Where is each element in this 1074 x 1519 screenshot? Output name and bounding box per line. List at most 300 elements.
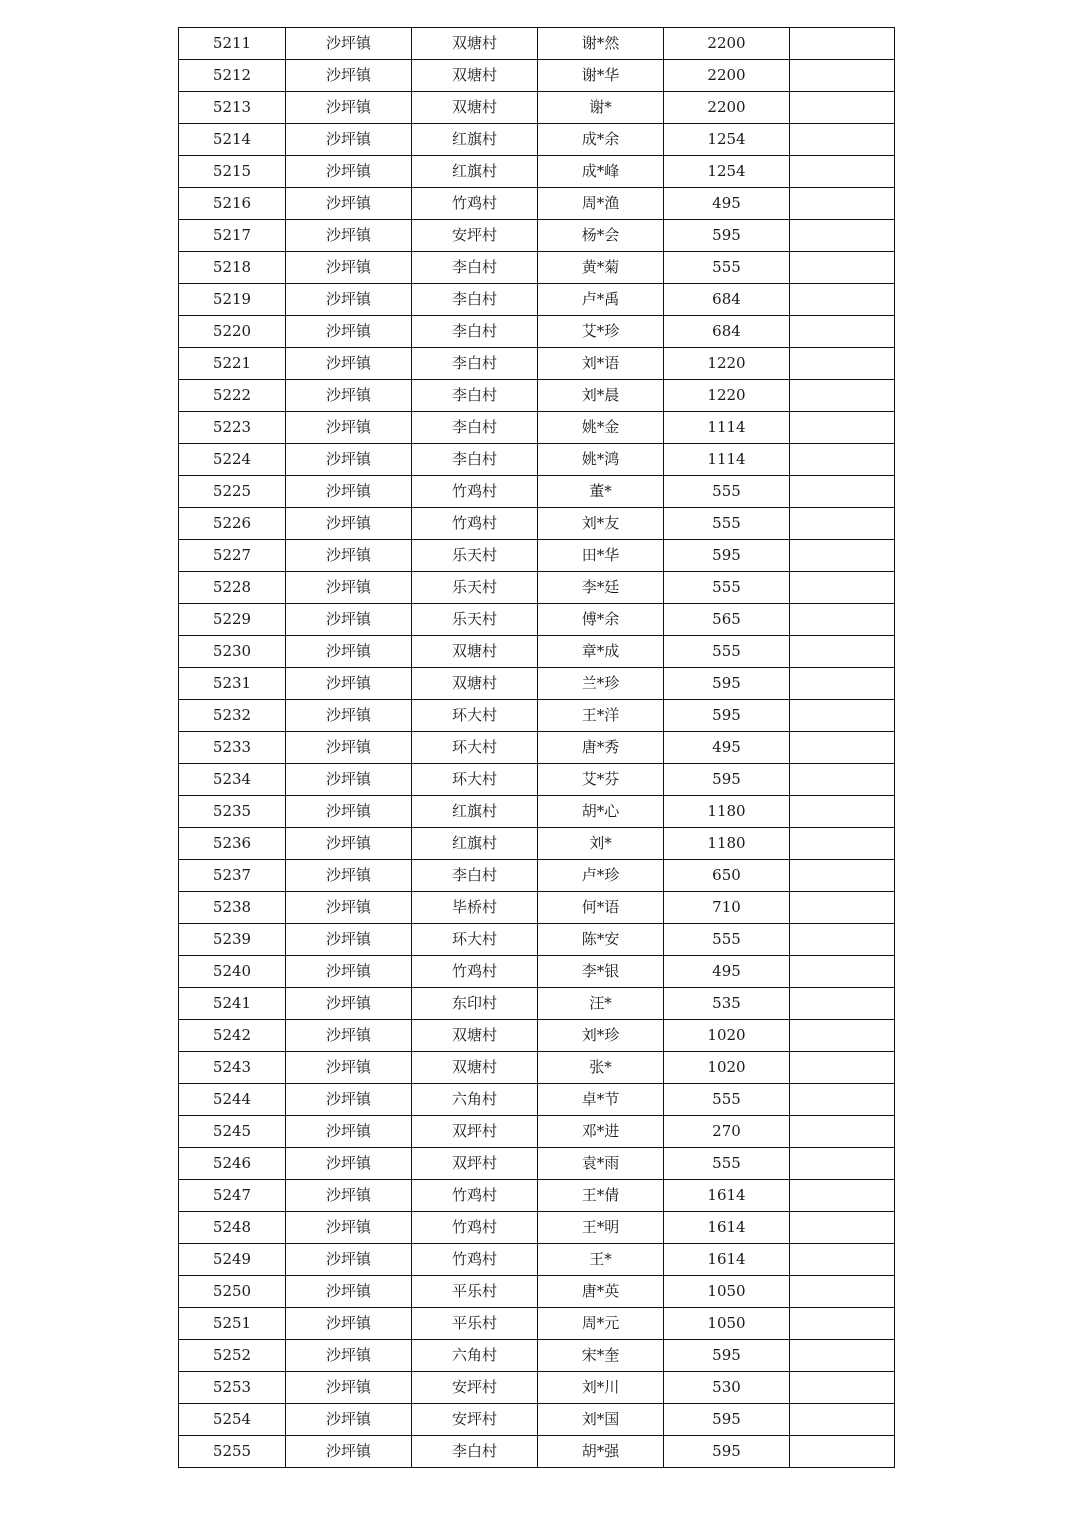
cell-town: 沙坪镇 <box>286 124 412 156</box>
cell-village: 李白村 <box>412 348 538 380</box>
cell-person-name: 唐*英 <box>538 1276 664 1308</box>
cell-note <box>790 1084 895 1116</box>
cell-person-name: 刘*国 <box>538 1404 664 1436</box>
cell-village: 李白村 <box>412 444 538 476</box>
cell-serial-number: 5235 <box>179 796 286 828</box>
table-row <box>179 60 895 92</box>
table-row <box>179 668 895 700</box>
cell-serial-number: 5228 <box>179 572 286 604</box>
cell-serial-number: 5223 <box>179 412 286 444</box>
cell-village: 平乐村 <box>412 1308 538 1340</box>
cell-person-name: 李*银 <box>538 956 664 988</box>
cell-serial-number: 5255 <box>179 1436 286 1468</box>
table-row <box>179 92 895 124</box>
cell-town: 沙坪镇 <box>286 604 412 636</box>
cell-village: 平乐村 <box>412 1276 538 1308</box>
cell-town: 沙坪镇 <box>286 316 412 348</box>
cell-person-name: 艾*芬 <box>538 764 664 796</box>
cell-note <box>790 380 895 412</box>
cell-person-name: 陈*安 <box>538 924 664 956</box>
cell-person-name: 董* <box>538 476 664 508</box>
cell-person-name: 卢*禹 <box>538 284 664 316</box>
cell-note <box>790 892 895 924</box>
table-row <box>179 252 895 284</box>
cell-serial-number: 5247 <box>179 1180 286 1212</box>
cell-note <box>790 1244 895 1276</box>
cell-amount: 495 <box>664 188 790 220</box>
cell-person-name: 周*元 <box>538 1308 664 1340</box>
cell-note <box>790 700 895 732</box>
cell-village: 安坪村 <box>412 220 538 252</box>
cell-serial-number: 5248 <box>179 1212 286 1244</box>
cell-person-name: 章*成 <box>538 636 664 668</box>
cell-town: 沙坪镇 <box>286 1020 412 1052</box>
cell-town: 沙坪镇 <box>286 764 412 796</box>
table-row <box>179 412 895 444</box>
cell-serial-number: 5217 <box>179 220 286 252</box>
cell-note <box>790 284 895 316</box>
cell-amount: 555 <box>664 1148 790 1180</box>
cell-town: 沙坪镇 <box>286 188 412 220</box>
cell-village: 双塘村 <box>412 92 538 124</box>
cell-person-name: 汪* <box>538 988 664 1020</box>
cell-village: 安坪村 <box>412 1372 538 1404</box>
cell-person-name: 姚*鸿 <box>538 444 664 476</box>
cell-serial-number: 5241 <box>179 988 286 1020</box>
table-row <box>179 28 895 60</box>
cell-serial-number: 5238 <box>179 892 286 924</box>
cell-amount: 270 <box>664 1116 790 1148</box>
cell-serial-number: 5237 <box>179 860 286 892</box>
cell-amount: 1614 <box>664 1212 790 1244</box>
cell-amount: 1114 <box>664 412 790 444</box>
cell-serial-number: 5220 <box>179 316 286 348</box>
table-body <box>179 28 895 1468</box>
cell-person-name: 姚*金 <box>538 412 664 444</box>
cell-town: 沙坪镇 <box>286 1052 412 1084</box>
cell-amount: 555 <box>664 1084 790 1116</box>
cell-serial-number: 5246 <box>179 1148 286 1180</box>
cell-person-name: 刘*友 <box>538 508 664 540</box>
table-row <box>179 156 895 188</box>
cell-village: 双塘村 <box>412 1052 538 1084</box>
cell-note <box>790 732 895 764</box>
cell-person-name: 刘*语 <box>538 348 664 380</box>
cell-amount: 684 <box>664 316 790 348</box>
cell-amount: 1220 <box>664 348 790 380</box>
cell-note <box>790 860 895 892</box>
cell-amount: 555 <box>664 636 790 668</box>
table-row <box>179 220 895 252</box>
cell-person-name: 邓*进 <box>538 1116 664 1148</box>
table-row <box>179 476 895 508</box>
cell-town: 沙坪镇 <box>286 988 412 1020</box>
cell-village: 东印村 <box>412 988 538 1020</box>
cell-note <box>790 956 895 988</box>
cell-town: 沙坪镇 <box>286 956 412 988</box>
cell-amount: 1180 <box>664 828 790 860</box>
table-row <box>179 572 895 604</box>
cell-town: 沙坪镇 <box>286 1116 412 1148</box>
cell-note <box>790 156 895 188</box>
cell-village: 李白村 <box>412 412 538 444</box>
cell-note <box>790 988 895 1020</box>
cell-person-name: 成*峰 <box>538 156 664 188</box>
table-row <box>179 348 895 380</box>
cell-serial-number: 5212 <box>179 60 286 92</box>
cell-town: 沙坪镇 <box>286 444 412 476</box>
table-row <box>179 1052 895 1084</box>
table-row <box>179 732 895 764</box>
cell-amount: 595 <box>664 1340 790 1372</box>
cell-amount: 495 <box>664 956 790 988</box>
cell-village: 六角村 <box>412 1340 538 1372</box>
cell-person-name: 兰*珍 <box>538 668 664 700</box>
cell-village: 双塘村 <box>412 636 538 668</box>
cell-serial-number: 5225 <box>179 476 286 508</box>
table-row <box>179 988 895 1020</box>
cell-note <box>790 412 895 444</box>
cell-serial-number: 5219 <box>179 284 286 316</box>
cell-village: 环大村 <box>412 924 538 956</box>
cell-town: 沙坪镇 <box>286 732 412 764</box>
cell-amount: 1254 <box>664 156 790 188</box>
cell-village: 李白村 <box>412 1436 538 1468</box>
cell-town: 沙坪镇 <box>286 92 412 124</box>
cell-town: 沙坪镇 <box>286 1084 412 1116</box>
cell-amount: 710 <box>664 892 790 924</box>
cell-person-name: 谢* <box>538 92 664 124</box>
cell-serial-number: 5242 <box>179 1020 286 1052</box>
cell-person-name: 何*语 <box>538 892 664 924</box>
cell-village: 毕桥村 <box>412 892 538 924</box>
cell-town: 沙坪镇 <box>286 252 412 284</box>
cell-village: 李白村 <box>412 252 538 284</box>
cell-note <box>790 1148 895 1180</box>
cell-village: 双塘村 <box>412 28 538 60</box>
cell-note <box>790 1180 895 1212</box>
cell-serial-number: 5224 <box>179 444 286 476</box>
cell-town: 沙坪镇 <box>286 1244 412 1276</box>
cell-note <box>790 188 895 220</box>
cell-note <box>790 668 895 700</box>
cell-amount: 1114 <box>664 444 790 476</box>
table-row <box>179 636 895 668</box>
cell-town: 沙坪镇 <box>286 540 412 572</box>
cell-town: 沙坪镇 <box>286 412 412 444</box>
cell-village: 双坪村 <box>412 1148 538 1180</box>
cell-serial-number: 5226 <box>179 508 286 540</box>
cell-amount: 595 <box>664 220 790 252</box>
table-row <box>179 188 895 220</box>
cell-note <box>790 636 895 668</box>
table-row <box>179 1212 895 1244</box>
cell-person-name: 刘*川 <box>538 1372 664 1404</box>
table-row <box>179 796 895 828</box>
cell-amount: 2200 <box>664 92 790 124</box>
cell-amount: 595 <box>664 700 790 732</box>
cell-village: 双塘村 <box>412 1020 538 1052</box>
cell-person-name: 袁*雨 <box>538 1148 664 1180</box>
table-row <box>179 380 895 412</box>
table-row <box>179 1404 895 1436</box>
cell-serial-number: 5239 <box>179 924 286 956</box>
cell-serial-number: 5211 <box>179 28 286 60</box>
cell-village: 竹鸡村 <box>412 1244 538 1276</box>
cell-person-name: 张* <box>538 1052 664 1084</box>
cell-amount: 595 <box>664 1404 790 1436</box>
cell-serial-number: 5218 <box>179 252 286 284</box>
cell-serial-number: 5216 <box>179 188 286 220</box>
cell-village: 李白村 <box>412 860 538 892</box>
cell-village: 竹鸡村 <box>412 476 538 508</box>
cell-person-name: 谢*然 <box>538 28 664 60</box>
table-row <box>179 1084 895 1116</box>
cell-serial-number: 5233 <box>179 732 286 764</box>
cell-village: 双塘村 <box>412 668 538 700</box>
cell-serial-number: 5250 <box>179 1276 286 1308</box>
cell-person-name: 傅*余 <box>538 604 664 636</box>
cell-amount: 1220 <box>664 380 790 412</box>
cell-person-name: 王* <box>538 1244 664 1276</box>
table-row <box>179 444 895 476</box>
cell-serial-number: 5232 <box>179 700 286 732</box>
cell-note <box>790 508 895 540</box>
cell-person-name: 胡*心 <box>538 796 664 828</box>
cell-amount: 530 <box>664 1372 790 1404</box>
cell-note <box>790 1436 895 1468</box>
cell-amount: 1050 <box>664 1276 790 1308</box>
cell-town: 沙坪镇 <box>286 1212 412 1244</box>
cell-town: 沙坪镇 <box>286 572 412 604</box>
cell-town: 沙坪镇 <box>286 508 412 540</box>
cell-amount: 595 <box>664 668 790 700</box>
cell-town: 沙坪镇 <box>286 860 412 892</box>
cell-village: 双塘村 <box>412 60 538 92</box>
cell-person-name: 黄*菊 <box>538 252 664 284</box>
cell-village: 竹鸡村 <box>412 956 538 988</box>
table-row <box>179 1116 895 1148</box>
cell-amount: 595 <box>664 540 790 572</box>
cell-village: 红旗村 <box>412 156 538 188</box>
cell-note <box>790 572 895 604</box>
cell-note <box>790 1052 895 1084</box>
cell-amount: 2200 <box>664 60 790 92</box>
cell-town: 沙坪镇 <box>286 700 412 732</box>
cell-town: 沙坪镇 <box>286 476 412 508</box>
cell-town: 沙坪镇 <box>286 1372 412 1404</box>
table-row <box>179 892 895 924</box>
cell-amount: 1020 <box>664 1052 790 1084</box>
cell-town: 沙坪镇 <box>286 1308 412 1340</box>
cell-amount: 535 <box>664 988 790 1020</box>
cell-town: 沙坪镇 <box>286 668 412 700</box>
table-row <box>179 1148 895 1180</box>
data-table <box>178 27 895 1468</box>
table-row <box>179 1308 895 1340</box>
table-row <box>179 764 895 796</box>
cell-town: 沙坪镇 <box>286 636 412 668</box>
cell-person-name: 李*廷 <box>538 572 664 604</box>
cell-amount: 555 <box>664 252 790 284</box>
cell-village: 李白村 <box>412 316 538 348</box>
cell-town: 沙坪镇 <box>286 28 412 60</box>
cell-note <box>790 924 895 956</box>
cell-note <box>790 28 895 60</box>
cell-note <box>790 604 895 636</box>
cell-village: 环大村 <box>412 700 538 732</box>
cell-person-name: 王*倩 <box>538 1180 664 1212</box>
table-row <box>179 1340 895 1372</box>
cell-village: 红旗村 <box>412 796 538 828</box>
table-row <box>179 1372 895 1404</box>
cell-note <box>790 252 895 284</box>
cell-town: 沙坪镇 <box>286 1404 412 1436</box>
cell-note <box>790 124 895 156</box>
cell-village: 李白村 <box>412 380 538 412</box>
cell-village: 六角村 <box>412 1084 538 1116</box>
cell-note <box>790 348 895 380</box>
cell-person-name: 杨*会 <box>538 220 664 252</box>
cell-amount: 650 <box>664 860 790 892</box>
table-row <box>179 508 895 540</box>
cell-amount: 595 <box>664 1436 790 1468</box>
table-row <box>179 124 895 156</box>
cell-amount: 2200 <box>664 28 790 60</box>
table-row <box>179 924 895 956</box>
cell-amount: 555 <box>664 508 790 540</box>
cell-person-name: 成*余 <box>538 124 664 156</box>
table-row <box>179 828 895 860</box>
cell-serial-number: 5227 <box>179 540 286 572</box>
cell-note <box>790 1116 895 1148</box>
cell-serial-number: 5240 <box>179 956 286 988</box>
cell-town: 沙坪镇 <box>286 156 412 188</box>
cell-amount: 1050 <box>664 1308 790 1340</box>
cell-note <box>790 316 895 348</box>
cell-note <box>790 92 895 124</box>
cell-note <box>790 220 895 252</box>
cell-town: 沙坪镇 <box>286 60 412 92</box>
cell-note <box>790 1372 895 1404</box>
cell-serial-number: 5215 <box>179 156 286 188</box>
cell-person-name: 卓*节 <box>538 1084 664 1116</box>
cell-amount: 1614 <box>664 1244 790 1276</box>
cell-person-name: 宋*奎 <box>538 1340 664 1372</box>
cell-note <box>790 796 895 828</box>
cell-person-name: 唐*秀 <box>538 732 664 764</box>
table-row <box>179 1436 895 1468</box>
cell-village: 竹鸡村 <box>412 1212 538 1244</box>
cell-town: 沙坪镇 <box>286 1148 412 1180</box>
cell-village: 双坪村 <box>412 1116 538 1148</box>
cell-serial-number: 5213 <box>179 92 286 124</box>
cell-amount: 555 <box>664 924 790 956</box>
cell-amount: 1254 <box>664 124 790 156</box>
cell-town: 沙坪镇 <box>286 924 412 956</box>
cell-village: 竹鸡村 <box>412 188 538 220</box>
table-row <box>179 700 895 732</box>
cell-town: 沙坪镇 <box>286 1340 412 1372</box>
cell-serial-number: 5236 <box>179 828 286 860</box>
cell-village: 环大村 <box>412 764 538 796</box>
cell-person-name: 胡*强 <box>538 1436 664 1468</box>
cell-town: 沙坪镇 <box>286 828 412 860</box>
cell-serial-number: 5243 <box>179 1052 286 1084</box>
cell-village: 乐天村 <box>412 540 538 572</box>
cell-note <box>790 1404 895 1436</box>
cell-serial-number: 5230 <box>179 636 286 668</box>
cell-serial-number: 5251 <box>179 1308 286 1340</box>
cell-town: 沙坪镇 <box>286 284 412 316</box>
table-row <box>179 860 895 892</box>
table-row <box>179 1180 895 1212</box>
cell-village: 竹鸡村 <box>412 508 538 540</box>
cell-serial-number: 5229 <box>179 604 286 636</box>
table-row <box>179 956 895 988</box>
cell-village: 李白村 <box>412 284 538 316</box>
cell-amount: 555 <box>664 572 790 604</box>
cell-note <box>790 476 895 508</box>
cell-town: 沙坪镇 <box>286 1436 412 1468</box>
cell-village: 环大村 <box>412 732 538 764</box>
cell-town: 沙坪镇 <box>286 220 412 252</box>
cell-town: 沙坪镇 <box>286 1180 412 1212</box>
cell-village: 红旗村 <box>412 124 538 156</box>
cell-serial-number: 5214 <box>179 124 286 156</box>
cell-amount: 595 <box>664 764 790 796</box>
cell-amount: 684 <box>664 284 790 316</box>
cell-town: 沙坪镇 <box>286 1276 412 1308</box>
cell-note <box>790 1020 895 1052</box>
cell-note <box>790 1212 895 1244</box>
cell-person-name: 刘*晨 <box>538 380 664 412</box>
cell-serial-number: 5252 <box>179 1340 286 1372</box>
cell-serial-number: 5254 <box>179 1404 286 1436</box>
cell-person-name: 艾*珍 <box>538 316 664 348</box>
cell-amount: 565 <box>664 604 790 636</box>
table-row <box>179 284 895 316</box>
cell-amount: 1020 <box>664 1020 790 1052</box>
cell-person-name: 田*华 <box>538 540 664 572</box>
cell-person-name: 刘*珍 <box>538 1020 664 1052</box>
cell-serial-number: 5245 <box>179 1116 286 1148</box>
cell-village: 乐天村 <box>412 604 538 636</box>
table-row <box>179 1276 895 1308</box>
cell-person-name: 卢*珍 <box>538 860 664 892</box>
cell-person-name: 周*渔 <box>538 188 664 220</box>
cell-note <box>790 60 895 92</box>
cell-town: 沙坪镇 <box>286 380 412 412</box>
cell-amount: 555 <box>664 476 790 508</box>
cell-village: 红旗村 <box>412 828 538 860</box>
cell-village: 安坪村 <box>412 1404 538 1436</box>
cell-town: 沙坪镇 <box>286 796 412 828</box>
cell-person-name: 王*洋 <box>538 700 664 732</box>
cell-note <box>790 444 895 476</box>
cell-amount: 1614 <box>664 1180 790 1212</box>
cell-note <box>790 1308 895 1340</box>
cell-amount: 495 <box>664 732 790 764</box>
cell-town: 沙坪镇 <box>286 348 412 380</box>
cell-note <box>790 764 895 796</box>
cell-amount: 1180 <box>664 796 790 828</box>
cell-serial-number: 5253 <box>179 1372 286 1404</box>
cell-note <box>790 828 895 860</box>
cell-note <box>790 540 895 572</box>
cell-note <box>790 1276 895 1308</box>
cell-serial-number: 5222 <box>179 380 286 412</box>
